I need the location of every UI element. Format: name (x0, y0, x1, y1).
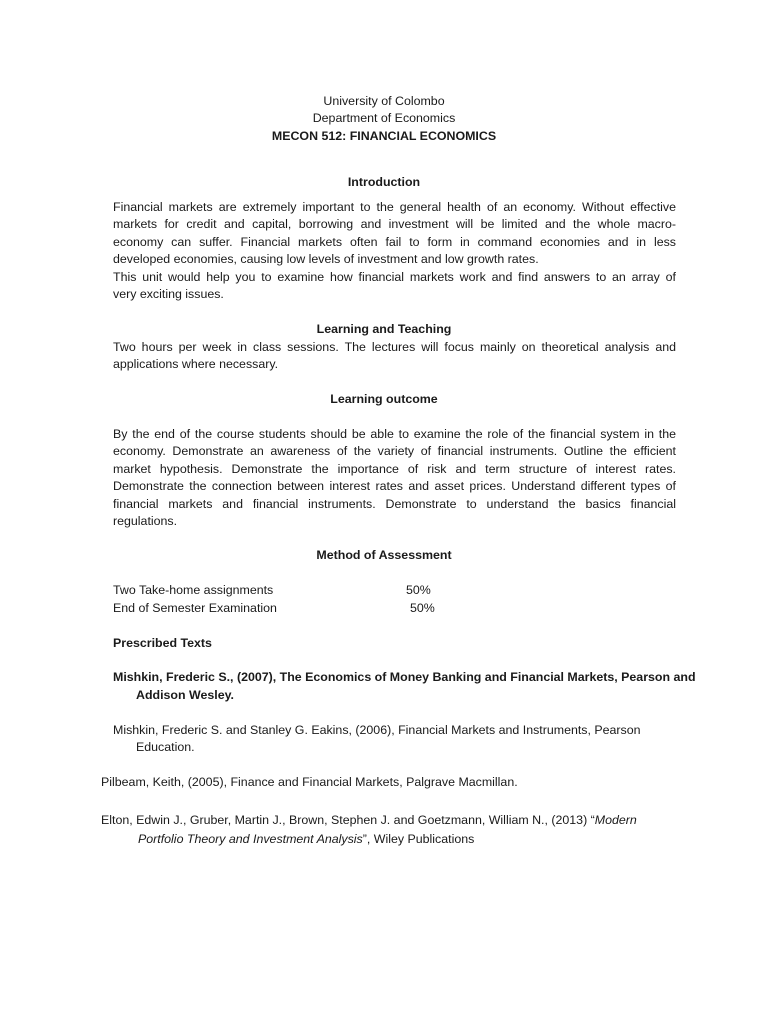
introduction-line: Financial markets are extremely important to the general health of an economy. Without effective (113, 200, 676, 214)
learning-outcome-heading: Learning outcome (330, 392, 438, 406)
assessment-heading: Method of Assessment (316, 548, 452, 562)
assessment-value: 50% (410, 601, 435, 615)
learning-outcome-line: market hypothesis. Demonstrate the importance of risk and term structure of interest rates. (113, 461, 676, 476)
reference-4-italic-title: Portfolio Theory and Investment Analysis (138, 832, 363, 846)
reference-4-line-2 (138, 831, 474, 848)
introduction-line: developed economies, causing low levels of investment and low growth rates. (113, 252, 539, 267)
learning-outcome-line: economy. Demonstrate an awareness of the variety of financial instruments. Outline the efficient (113, 444, 676, 459)
learning-outcome-paragraph (113, 426, 676, 530)
introduction-heading: Introduction (347, 175, 421, 189)
reference-3: Pilbeam, Keith, (2005), Finance and Financial Markets, Palgrave Macmillan. (101, 775, 518, 789)
introduction-paragraph (113, 199, 676, 303)
reference-1-line-2: Addison Wesley. (136, 688, 234, 702)
prescribed-texts-heading: Prescribed Texts (113, 636, 212, 650)
reference-4-suffix: ”, Wiley Publications (362, 832, 475, 846)
reference-4-prefix: Elton, Edwin J., Gruber, Martin J., Brown, Stephen J. and Goetzmann, William N., (2013) “ (101, 813, 595, 827)
assessment-row (113, 582, 431, 599)
assessment-value: 50% (406, 583, 431, 597)
learning-outcome-line: By the end of the course students should be able to examine the role of the financial system in the (113, 427, 676, 441)
course-title: MECON 512: FINANCIAL ECONOMICS (271, 129, 497, 143)
department-name: Department of Economics (312, 111, 456, 125)
introduction-line: markets for credit and capital, borrowing and investment will be limited and the whole macro- (113, 217, 676, 232)
assessment-row (113, 600, 435, 617)
reference-2-line-1: Mishkin, Frederic S. and Stanley G. Eakins, (2006), Financial Markets and Instruments, Pearson (113, 723, 641, 737)
learning-teaching-line: applications where necessary. (113, 357, 279, 372)
university-name: University of Colombo (323, 94, 445, 108)
assessment-label: End of Semester Examination (113, 601, 277, 615)
introduction-line: This unit would help you to examine how financial markets work and find answers to an array of (113, 269, 676, 284)
introduction-line: very exciting issues. (113, 287, 224, 302)
learning-teaching-paragraph (113, 339, 676, 374)
reference-2-line-2: Education. (136, 740, 195, 754)
reference-4-line-1 (101, 812, 637, 829)
reference-1-line-1: Mishkin, Frederic S., (2007), The Economics of Money Banking and Financial Markets, Pearson and (113, 670, 696, 684)
learning-outcome-line: financial markets and financial instruments. Demonstrate to understand the basics financial (113, 496, 676, 511)
learning-outcome-line: regulations. (113, 514, 178, 529)
reference-4-italic-start: Modern (594, 813, 637, 827)
learning-teaching-line: Two hours per week in class sessions. The lectures will focus mainly on theoretical analysis and (113, 340, 676, 354)
learning-outcome-line: Demonstrate the connection between interest rates and asset prices. Understand different types of (113, 479, 676, 494)
assessment-label: Two Take-home assignments (113, 583, 274, 597)
introduction-line: economy can suffer. Financial markets often fail to form in command economies and in less (113, 234, 676, 249)
learning-teaching-heading: Learning and Teaching (316, 322, 452, 336)
